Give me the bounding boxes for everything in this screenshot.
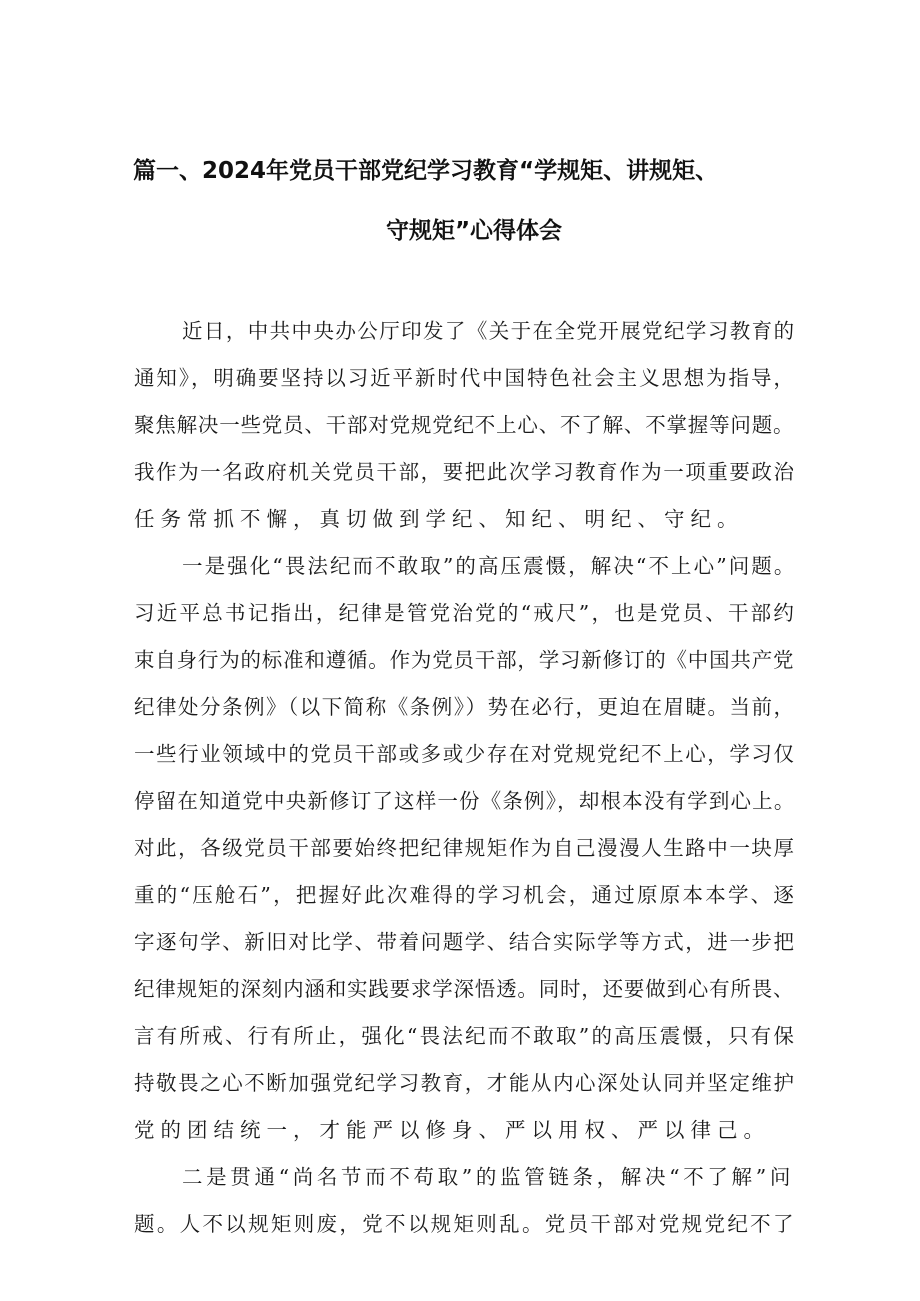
body-line: 重的“压舱石”，把握好此次难得的学习机会，通过原原本本学、逐 <box>134 883 797 907</box>
document-title-line-1: 篇一、2024年党员干部党纪学习教育“学规矩、讲规矩、 <box>133 158 719 184</box>
body-line: 任务常抓不懈，真切做到学纪、知纪、明纪、守纪。 <box>134 507 744 531</box>
body-line: 二是贯通“尚名节而不苟取”的监管链条，解决“不了解”问 <box>182 1165 794 1189</box>
body-line: 字逐句学、新旧对比学、带着问题学、结合实际学等方式，进一步把 <box>134 930 796 954</box>
body-line: 停留在知道党中央新修订了这样一份《条例》，却根本没有学到心上。 <box>134 789 796 813</box>
body-line: 近日，中共中央办公厅印发了《关于在全党开展党纪学习教育的 <box>182 319 796 343</box>
body-line: 束自身行为的标准和遵循。作为党员干部，学习新修订的《中国共产党 <box>134 648 795 672</box>
body-line: 言有所戒、行有所止，强化“畏法纪而不敢取”的高压震慑，只有保 <box>134 1024 797 1048</box>
body-line: 纪律规矩的深刻内涵和实践要求学深悟透。同时，还要做到心有所畏、 <box>134 977 795 1001</box>
body-line: 一是强化“畏法纪而不敢取”的高压震慑，解决“不上心”问题。 <box>182 554 797 578</box>
body-line: 持敬畏之心不断加强党纪学习教育，才能从内心深处认同并坚定维护 <box>134 1071 796 1095</box>
body-line: 聚焦解决一些党员、干部对党规党纪不上心、不了解、不掌握等问题。 <box>134 413 795 437</box>
body-line: 我作为一名政府机关党员干部，要把此次学习教育作为一项重要政治 <box>134 460 796 484</box>
body-line: 通知》，明确要坚持以习近平新时代中国特色社会主义思想为指导， <box>134 366 796 390</box>
document-title-line-2: 守规矩”心得体会 <box>385 218 563 244</box>
body-line: 纪律处分条例》（以下简称《条例》）势在必行，更迫在眉睫。当前， <box>134 695 796 719</box>
body-line: 题。人不以规矩则废，党不以规矩则乱。党员干部对党规党纪不了 <box>134 1212 796 1236</box>
body-line: 党的团结统一，才能严以修身、严以用权、严以律己。 <box>134 1118 770 1142</box>
body-line: 对此，各级党员干部要始终把纪律规矩作为自己漫漫人生路中一块厚 <box>134 836 796 860</box>
body-line: 习近平总书记指出，纪律是管党治党的“戒尺”，也是党员、干部约 <box>134 601 797 625</box>
body-line: 一些行业领域中的党员干部或多或少存在对党规党纪不上心，学习仅 <box>134 742 796 766</box>
